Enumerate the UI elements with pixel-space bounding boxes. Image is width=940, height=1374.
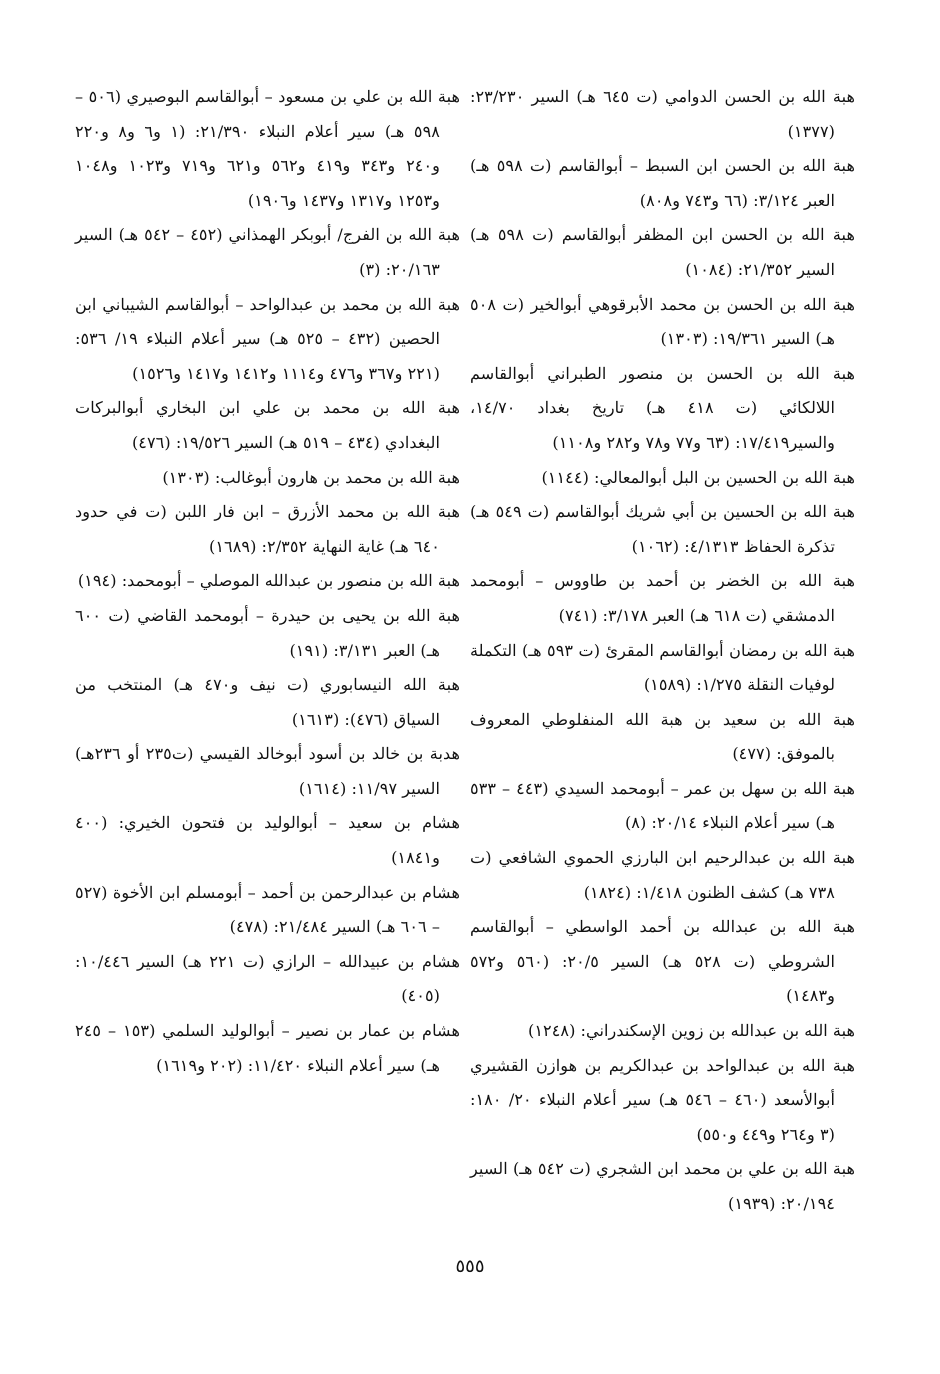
index-entry: هبة الله بن عبدالله بن زوين الإسكندراني: (١٢٤٨) (527, 1021, 855, 1041)
index-entry: هبة الله بن الخضر بن أحمد بن طاووس – أبومحمد الدمشقي (ت ٦١٨ هـ) العبر ٣/١٧٨: (٧٤١) (470, 571, 855, 625)
index-entry: هبة الله بن محمد بن هارون أبوغالب: (١٣٠٣) (162, 467, 460, 487)
index-entry: هبة الله بن علي بن محمد ابن الشجري (ت ٥٤٢ هـ) السير ٢٠/١٩٤: (١٩٣٩) (470, 1159, 855, 1213)
index-entry: هبة الله بن محمد بن عبدالواحد – أبوالقاسم الشيباني ابن الحصين (٤٣٢ – ٥٢٥ هـ) سير أعلام النبلاء ١٩/ ٥٣٦: (٢٢١ و٣٦٧ و٤٧٦ و١١١٤ و١٤١٢ و١٤١٧ و١٥٢٦) (75, 294, 460, 383)
index-entry: هبة الله بن الحسن ابن السبط – أبوالقاسم (ت ٥٩٨ هـ) العبر ٣/١٢٤: (٦٦ و٧٤٣ و٨٠٨) (470, 156, 855, 210)
index-entry: هبة الله النيسابوري (ت نيف و٤٧٠ هـ) المنتخب من السياق (٤٧٦): (١٦١٣) (75, 675, 460, 729)
right-column (470, 80, 855, 1222)
index-entry: هبة الله بن عبدالواحد بن عبدالكريم بن هوازن القشيري أبوالأسعد (٤٦٠ – ٥٤٦ هـ) سير أعلام النبلاء ٢٠/ ١٨٠: (٣ و٢٦٤ و٤٤٩ و٥٥٠) (470, 1055, 855, 1144)
index-entry: هبة الله بن منصور بن عبدالله الموصلي – أبومحمد: (١٩٤) (77, 571, 460, 591)
index-entry: هبة الله بن الحسين بن البل أبوالمعالي: (١١٤٤) (541, 467, 855, 487)
index-entry: هبة الله بن سعيد بن هبة الله المنفلوطي المعروف بالموفق: (٤٧٧) (470, 709, 855, 764)
index-entry: هبة الله بن علي بن مسعود – أبوالقاسم البوصيري (٥٠٦ – ٥٩٨ هـ) سير أعلام النبلاء ٢١/٣٩٠: (١ و٦ و٨ و٢٢٠ و٢٤٠ و٣٤٣ و٤١٩ و٥٦٢ و٦٢١ و٧١٩ و١٠٢٣ و١٠٤٨ و١٢٥٣ و١٣١٧ و١٤٣٧ و١٩٠٦) (75, 87, 460, 210)
index-entry: هدبة بن خالد بن أسود أبوخالد القيسي (ت٢٣٥ أو ٢٣٦هـ) السير ١١/٩٧: (١٦١٤) (75, 744, 460, 798)
index-entry: هبة الله بن الحسن بن محمد الأبرقوهي أبوالخير (ت ٥٠٨ هـ) السير ١٩/٣٦١: (١٣٠٣) (470, 294, 855, 349)
index-entry: هبة الله بن الحسن الدوامي (ت ٦٤٥ هـ) السير ٢٣/٢٣٠: (١٣٧٧) (470, 87, 855, 141)
index-entry: هبة الله بن عبدالرحيم ابن البارزي الحموي الشافعي (ت ٧٣٨ هـ) كشف الظنون ١/٤١٨: (١٨٢٤) (470, 848, 855, 902)
index-entry: هبة الله بن يحيى بن حيدرة – أبومحمد القاضي (ت ٦٠٠ هـ) العبر ٣/١٣١: (١٩١) (75, 605, 460, 660)
index-entry: هبة الله بن محمد بن علي ابن البخاري أبوالبركات البغدادي (٤٣٤ – ٥١٩ هـ) السير ١٩/٥٢٦: (٤٧٦) (75, 398, 460, 452)
index-entry: هبة الله بن الفرج/ أبوبكر الهمذاني (٤٥٢ – ٥٤٢ هـ) السير ٢٠/١٦٣: (٣) (75, 225, 460, 279)
left-column (75, 80, 460, 1083)
index-entry: هبة الله بن الحسن بن منصور الطبراني أبوالقاسم اللالكائي (ت ٤١٨ هـ) تاريخ بغداد ١٤/٧٠، والسير١٧/٤١٩: (٦٣ و٧٧ و٧٨ و٢٨٢ و١١٠٨) (470, 363, 855, 452)
index-entry: هشام بن عبدالرحمن بن أحمد – أبومسلم ابن الأخوة (٥٢٧ – ٦٠٦ هـ) السير ٢١/٤٨٤: (٤٧٨) (75, 882, 460, 937)
index-entry: هبة الله بن رمضان أبوالقاسم المقرئ (ت ٥٩٣ هـ) التكملة لوفيات النقلة ١/٢٧٥: (١٥٨٩) (470, 640, 855, 695)
index-entry: هبة الله بن الحسين بن أبي شريك أبوالقاسم (ت ٥٤٩ هـ) تذكرة الحفاظ ٤/١٣١٣: (١٠٦٢) (470, 502, 855, 556)
index-entry: هبة الله بن محمد الأزرق – ابن فار اللبن (ت في حدود ٦٤٠ هـ) غاية النهاية ٢/٣٥٢: (١٦٨٩) (75, 502, 460, 556)
index-entry: هبة الله بن سهل بن عمر – أبومحمد السيدي (٤٤٣ – ٥٣٣ هـ) سير أعلام النبلاء ٢٠/١٤: (٨) (470, 778, 856, 833)
page-number: ٥٥٥ (455, 1256, 485, 1277)
index-entry: هشام بن عبيدالله – الرازي (ت ٢٢١ هـ) السير ١٠/٤٤٦: (٤٠٥) (75, 951, 460, 1006)
index-entry: هشام بن سعيد – أبوالوليد بن فتحون الخيري: (٤٠٠ و١٨٤١) (75, 813, 460, 868)
index-entry: هبة الله بن الحسن ابن المظفر أبوالقاسم (ت ٥٩٨ هـ) السير ٢١/٣٥٢: (١٠٨٤) (470, 225, 855, 279)
index-entry: هشام بن عمار بن نصير – أبوالوليد السلمي (١٥٣ – ٢٤٥ هـ) سير أعلام النبلاء ١١/٤٢٠: (٢٠٢ و١٦١٩) (75, 1021, 460, 1075)
index-entry: هبة الله بن عبدالله بن أحمد الواسطي – أبوالقاسم الشروطي (ت ٥٢٨ هـ) السير ٢٠/٥: (٥٦٠ و٥٧٢ و١٤٨٣) (470, 917, 855, 1006)
